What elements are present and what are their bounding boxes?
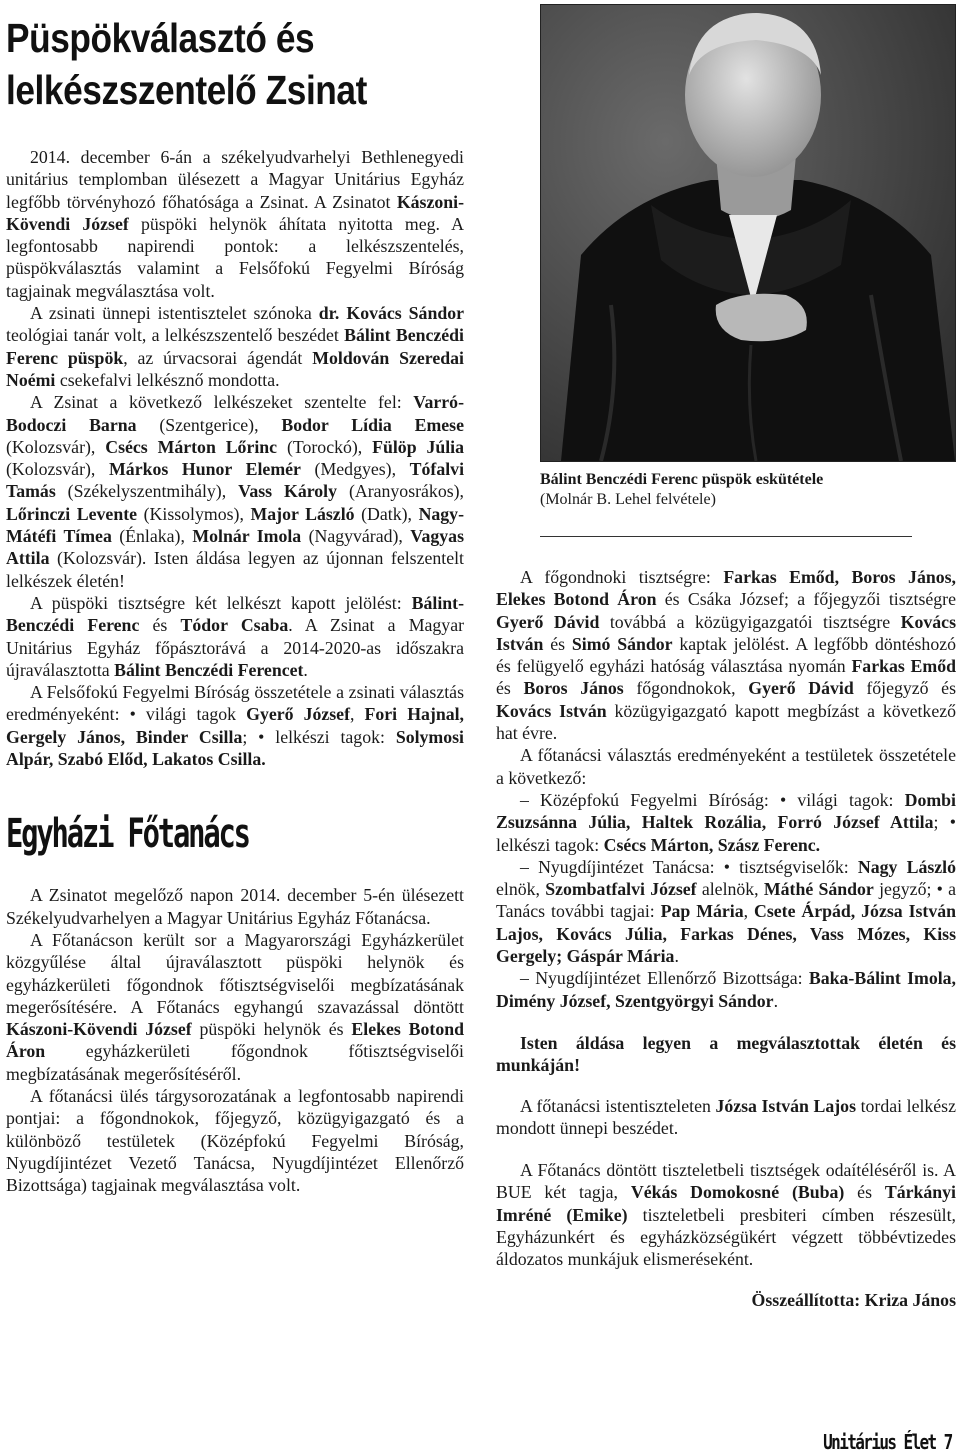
- paragraph: – Középfokú Fegyelmi Bíróság: • világi tagok: Dombi Zsuzsánna Júlia, Haltek Rozália, Forró József Attila; • lelkészi tagok: Csécs Márton, Szász Ferenc.: [496, 789, 956, 855]
- paragraph: A Főtanács döntött tiszteletbeli tisztségek odaítéléséről is. A BUE két tagja, Vékás Domokosné (Buba) és Tárkányi Imréné (Emike) tiszteletbeli presbiteri címben részesült, Egyházunkért és egyházközségükért végzett többévtizedes áldozatos munkájuk elismeréseként.: [496, 1160, 956, 1270]
- paragraph: A főtanácsi választás eredményeként a testületek összetétele a következő:: [496, 745, 956, 788]
- paragraph: A főgondnoki tisztségre: Farkas Emőd, Boros János, Elekes Botond Áron és Csáka József; a főjegyzői tisztségre Gyerő Dávid továbbá a közügyigazgatói tisztségre Kovács István és Simó Sándor kaptak jelölést. A legfőbb döntéshozó és felügyelő egyházi hatóság választása nyomán Farkas Emőd és Boros János főgondnokok, Gyerő Dávid főjegyző és Kovács István közügyigazgató kapott megbízást a következő hat évre.: [496, 567, 956, 744]
- paragraph: A Zsinat a következő lelkészeket szentelte fel: Varró-Bodoczi Barna (Szentgerice), Bodor Lídia Emese (Kolozsvár), Csécs Márton Lőrinc (Torockó), Fülöp Júlia (Kolozsvár), Márkos Hunor Elemér (Medgyes), Tófalvi Tamás (Székelyszentmihály), Vass Károly (Aranyosrákos), Lőrinczi Levente (Kissolymos), Major László (Datk), Nagy-Mátéfi Tímea (Énlaka), Molnár Imola (Nagyvárad), Vagyas Attila (Kolozsvár). Isten áldása legyen az újonnan felszentelt lelkészek életén!: [6, 392, 465, 591]
- paragraph: A Főtanácson került sor a Magyarországi Egyházkerület közgyűlése által újraválasztott püspöki helynök és egyházkerületi főgondnok főtisztségviselői megbízatásának megerősítésére. A Főtanács egyhangú szavazással döntött Kászoni-Kövendi József püspöki helynök és Elekes Botond Áron egyházkerületi főgondnok főtisztségviselői megbízatásának megerősítéséről.: [6, 929, 464, 1084]
- blessing: Isten áldása legyen a megválasztottak életén és munkáján!: [496, 1032, 956, 1076]
- photo-caption: [540, 470, 954, 510]
- title-line-1: Püspökválasztó és: [6, 15, 315, 61]
- right-column: [496, 566, 956, 1311]
- paragraph: – Nyugdíjintézet Ellenőrző Bizottsága: Baka-Bálint Imola, Dimény József, Szentgyörgyi Sándor.: [496, 968, 956, 1011]
- caption-credit: (Molnár B. Lehel felvétele): [540, 491, 716, 508]
- paragraph: A püspöki tisztségre két lelkészt kapott jelölést: Bálint-Benczédi Ferenc és Tódor Csaba. A Zsinat a Magyar Unitárius Egyház főpásztorává a 2014-2020-as időszakra újraválasztotta Bálint Benczédi Ferencet.: [6, 592, 465, 680]
- title-line-2: lelkészszentelő Zsinat: [6, 67, 367, 113]
- paragraph: 2014. december 6-án a székelyudvarhelyi Bethlenegyedi unitárius templomban ülésezett a Magyar Unitárius Egyház legfőbb törvényhozó főhatósága a Zsinat. A Zsinatot Kászoni-Kövendi József püspöki helynök áhítata nyitotta meg. A legfontosabb napirendi pontok: a lelkészszentelés, püspökválasztás valamint a Felsőfokú Fegyelmi Bíróság tagjainak megválasztása volt.: [6, 147, 464, 301]
- article-title: [6, 12, 400, 116]
- paragraph: A Zsinatot megelőző napon 2014. december 5-én ülésezett Székelyudvarhelyen a Magyar Unitárius Egyház Főtanácsa.: [6, 885, 464, 928]
- page-footer: Unitárius Élet 7: [823, 1430, 952, 1454]
- left-column: [6, 12, 464, 1196]
- bishop-photo: [540, 4, 956, 462]
- caption-title: Bálint Benczédi Ferenc püspök eskütétele: [540, 471, 824, 488]
- author-signature: Összeállította: Kriza János: [751, 1289, 956, 1310]
- paragraph: A zsinati ünnepi istentisztelet szónoka dr. Kovács Sándor teológiai tanár volt, a lelkészszentelő beszédet Bálint Benczédi Ferenc püspök, az úrvacsorai ágendát Moldován Szeredai Noémi csekefalvi lelkésznő mondotta.: [6, 303, 465, 390]
- article-title: Egyházi Főtanács: [6, 811, 249, 858]
- paragraph: – Nyugdíjintézet Tanácsa: • tisztségviselők: Nagy László elnök, Szombatfalvi József alelnök, Máthé Sándor jegyző; • a Tanács további tagjai: Pap Mária, Csete Árpád, Józsa István Lajos, Kovács Júlia, Farkas Dénes, Vass Mózes, Kiss Gergely; Gáspár Mária.: [496, 856, 957, 967]
- paragraph: A Felsőfokú Fegyelmi Bíróság összetétele a zsinati választás eredményeként: • világi tagok Gyerő József, Fori Hajnal, Gergely János, Binder Csilla; • lelkészi tagok: Solymosi Alpár, Szabó Előd, Lakatos Csilla.: [6, 682, 465, 770]
- bishop-photo-illustration: [541, 5, 955, 461]
- divider: [540, 536, 912, 537]
- paragraph: A főtanácsi ülés tárgysorozatának a legfontosabb napirendi pontjai: a főgondnokok, főjegyző, közügyigazgató és a különböző testületek (Középfokú Fegyelmi Bíróság, Nyugdíjintézet Vezető Tanácsa, Nyugdíjintézet Ellenőrző Bizottsága) tagjainak megválasztása volt.: [6, 1085, 464, 1196]
- paragraph: A főtanácsi istentiszteleten Józsa István Lajos tordai lelkész mondott ünnepi beszédet.: [496, 1095, 956, 1138]
